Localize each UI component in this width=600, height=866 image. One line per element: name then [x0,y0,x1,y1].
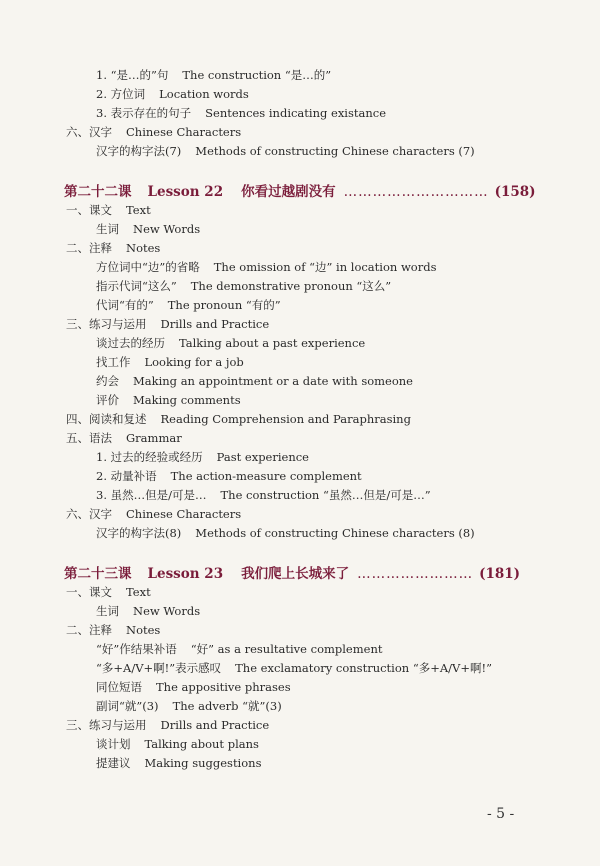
entry-zh: 三、练习与运用 [66,718,147,732]
entry-en: New Words [133,222,201,236]
entry-en: New Words [133,604,201,618]
toc-entry [96,641,382,657]
entry-en: The pronoun “有的” [167,298,281,312]
lesson-english: Lesson 22 [147,184,224,200]
entry-zh: 汉字的构字法(7) [96,144,182,158]
entry-en: Methods of constructing Chinese characters (7) [195,144,475,158]
entry-zh: 四、阅读和复述 [66,412,147,426]
entry-zh: 副词“就”(3) [96,699,159,713]
entry-en: Sentences indicating existance [205,106,387,120]
entry-en: The omission of “边” in location words [213,260,437,274]
toc-entry [96,449,309,465]
toc-entry [66,411,411,427]
entry-zh: 谈过去的经历 [96,336,165,350]
toc-entry [96,679,291,695]
entry-en: Talking about plans [144,737,259,751]
page-number: - 5 - [487,806,515,822]
entry-zh: 代词“有的” [96,298,154,312]
entry-en: Methods of constructing Chinese characters (8) [195,526,475,540]
lesson-page: (158) [494,184,536,200]
lesson-23-heading[interactable] [64,562,520,582]
toc-entry [66,622,160,638]
lesson-22-heading[interactable] [64,180,536,200]
entry-en: The exclamatory construction “多+A/V+啊!” [235,661,492,675]
toc-entry [66,240,160,256]
entry-zh: 3. 虽然…但是/可是… [96,488,207,502]
entry-zh: 指示代词“这么” [96,279,177,293]
entry-zh: 六、汉字 [66,125,112,139]
toc-entry [96,278,391,294]
lesson-title: 你看过越剧没有 [241,184,336,200]
toc-entry [96,698,282,714]
entry-en: Text [126,203,151,217]
toc-entry [66,316,269,332]
entry-en: Past experience [216,450,309,464]
lesson-page: (181) [479,566,521,582]
toc-entry [66,506,241,522]
entry-en: Making an appointment or a date with someone [133,374,413,388]
lesson-number: 第二十三课 [64,566,132,582]
toc-entry [96,660,492,676]
entry-zh: 一、课文 [66,585,112,599]
entry-zh: 2. 动量补语 [96,469,157,483]
entry-zh: 二、注释 [66,623,112,637]
entry-en: The appositive phrases [156,680,291,694]
lesson-title: 我们爬上长城来了 [241,566,350,582]
entry-zh: “好”作结果补语 [96,642,177,656]
entry-zh: 一、课文 [66,203,112,217]
entry-en: Grammar [126,431,182,445]
entry-en: The demonstrative pronoun “这么” [190,279,392,293]
entry-en: Chinese Characters [126,507,242,521]
entry-en: Notes [126,623,161,637]
lesson-number: 第二十二课 [64,184,132,200]
entry-zh: 1. “是…的”句 [96,68,169,82]
toc-entry [96,736,259,752]
toc-entry [96,603,200,619]
entry-en: “好” as a resultative complement [190,642,383,656]
toc-entry [96,373,413,389]
toc-entry [96,86,249,102]
entry-en: Making comments [133,393,241,407]
entry-zh: 找工作 [96,355,131,369]
toc-entry [96,525,475,541]
entry-en: Talking about a past experience [179,336,366,350]
entry-zh: 评价 [96,393,119,407]
toc-entry [96,297,281,313]
entry-en: Text [126,585,151,599]
entry-zh: 约会 [96,374,119,388]
entry-en: Location words [159,87,249,101]
entry-en: Making suggestions [144,756,262,770]
entry-zh: 六、汉字 [66,507,112,521]
entry-en: The action-measure complement [170,469,362,483]
leader-dots: ………………………… [343,184,489,200]
entry-zh: 生词 [96,222,119,236]
entry-zh: 2. 方位词 [96,87,146,101]
toc-entry [96,105,386,121]
entry-zh: 1. 过去的经验或经历 [96,450,203,464]
entry-zh: 五、语法 [66,431,112,445]
toc-entry [66,717,269,733]
entry-zh: 3. 表示存在的句子 [96,106,192,120]
entry-en: Drills and Practice [160,317,270,331]
toc-entry [66,124,241,140]
toc-entry [96,221,200,237]
toc-entry [66,430,182,446]
entry-en: The construction “是…的” [182,68,332,82]
entry-en: Looking for a job [144,355,244,369]
toc-entry [96,487,431,503]
toc-entry [96,143,475,159]
entry-en: Reading Comprehension and Paraphrasing [160,412,411,426]
toc-entry [66,202,151,218]
toc-entry [96,354,244,370]
entry-zh: 三、练习与运用 [66,317,147,331]
entry-en: The construction “虽然…但是/可是…” [220,488,431,502]
entry-en: Chinese Characters [126,125,242,139]
entry-zh: “多+A/V+啊!”表示感叹 [96,661,222,675]
toc-entry [96,392,241,408]
entry-zh: 生词 [96,604,119,618]
entry-zh: 汉字的构字法(8) [96,526,182,540]
toc-entry [96,335,365,351]
entry-en: Notes [126,241,161,255]
entry-zh: 二、注释 [66,241,112,255]
entry-en: The adverb “就”(3) [172,699,282,713]
toc-entry [96,468,362,484]
entry-zh: 提建议 [96,756,131,770]
entry-zh: 方位词中“边”的省略 [96,260,200,274]
toc-entry [96,67,331,83]
entry-en: Drills and Practice [160,718,270,732]
entry-zh: 谈计划 [96,737,131,751]
lesson-english: Lesson 23 [147,566,224,582]
leader-dots: …………………… [357,566,474,582]
toc-entry [96,259,436,275]
toc-entry [66,584,151,600]
entry-zh: 同位短语 [96,680,142,694]
toc-entry [96,755,261,771]
